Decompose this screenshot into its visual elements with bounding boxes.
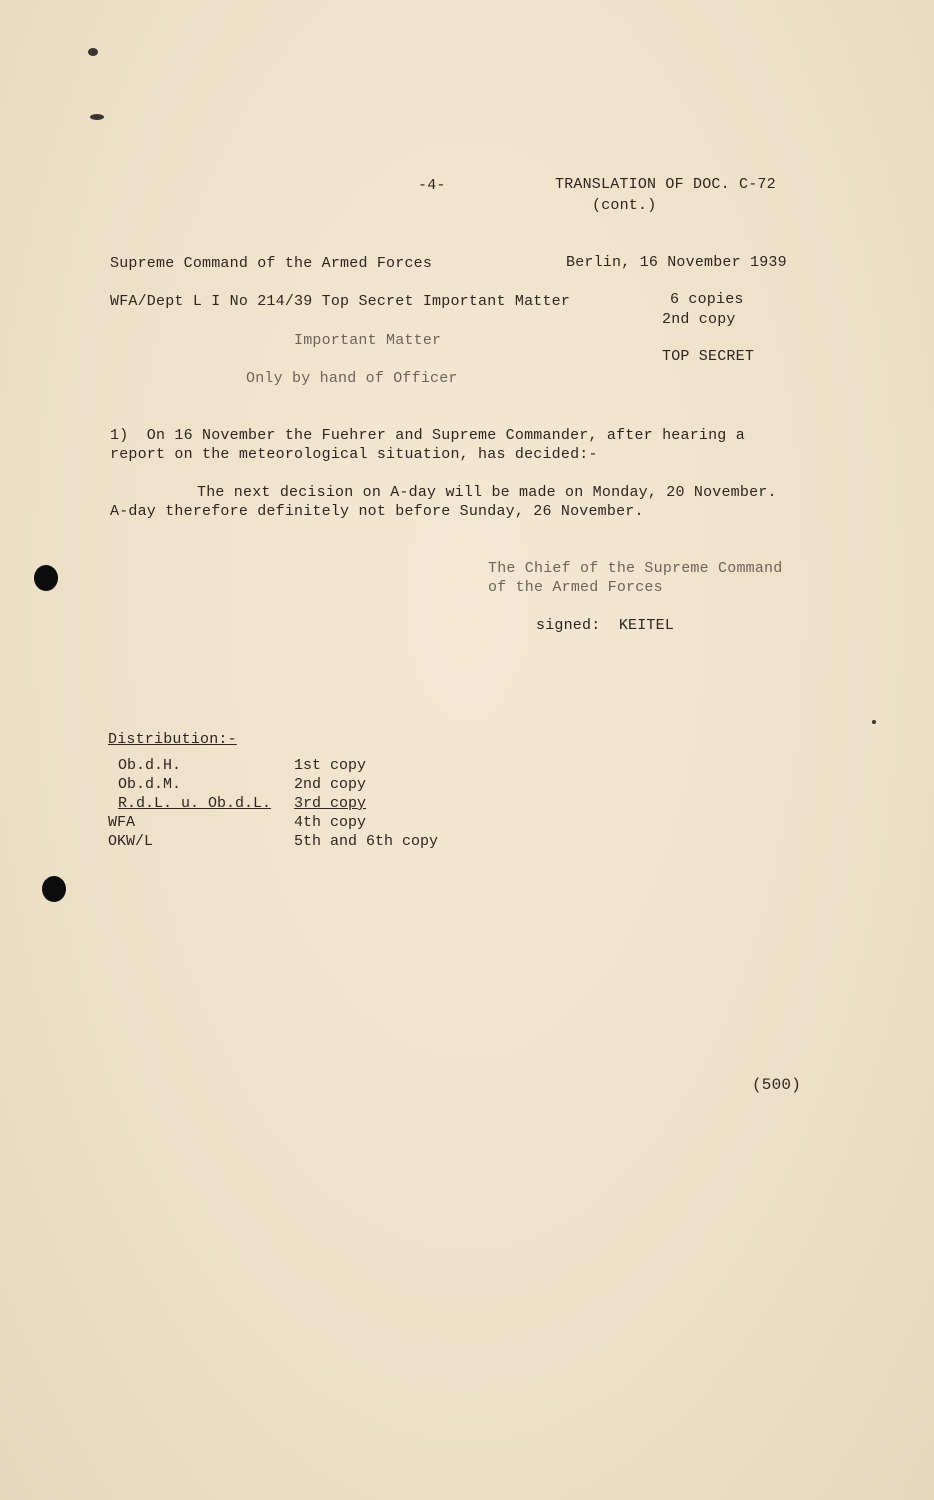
reference: WFA/Dept L I No 214/39 Top Secret Important Matter	[110, 293, 571, 310]
ink-speck	[88, 48, 98, 56]
distribution-recipient: Ob.d.M.	[118, 776, 182, 793]
distribution-recipient: WFA	[108, 814, 136, 831]
ink-speck	[90, 114, 104, 120]
page-code: (500)	[752, 1076, 802, 1094]
sender: Supreme Command of the Armed Forces	[110, 255, 433, 272]
punch-hole-top	[34, 565, 58, 591]
distribution-recipient: Ob.d.H.	[118, 757, 182, 774]
paragraph-2-line-1: The next decision on A-day will be made on Monday, 20 November.	[197, 484, 777, 501]
paragraph-1-line-2: report on the meteorological situation, has decided:-	[110, 446, 598, 463]
signature-line-2: of the Armed Forces	[488, 579, 663, 596]
handling-note: Only by hand of Officer	[246, 370, 458, 387]
signature-line-1: The Chief of the Supreme Command	[488, 560, 783, 577]
copies-count: 6 copies	[670, 291, 744, 308]
translation-cont: (cont.)	[592, 197, 657, 214]
place-date: Berlin, 16 November 1939	[566, 254, 787, 271]
ink-speck	[872, 720, 876, 724]
signed-keitel: signed: KEITEL	[536, 617, 675, 634]
distribution-copy: 4th copy	[294, 814, 367, 831]
distribution-heading: Distribution:-	[108, 731, 237, 748]
classification: TOP SECRET	[662, 348, 755, 365]
paragraph-2-line-2: A-day therefore definitely not before Sunday, 26 November.	[110, 503, 644, 520]
punch-hole-bottom	[42, 876, 66, 902]
distribution-copy: 3rd copy	[294, 795, 367, 812]
distribution-copy: 5th and 6th copy	[294, 833, 439, 850]
distribution-copy: 1st copy	[294, 757, 367, 774]
copy-number: 2nd copy	[662, 311, 736, 328]
page-number: -4-	[418, 177, 446, 194]
distribution-recipient: R.d.L. u. Ob.d.L.	[118, 795, 272, 812]
distribution-recipient: OKW/L	[108, 833, 154, 850]
paragraph-1-line-1: 1) On 16 November the Fuehrer and Supreme Commander, after hearing a	[110, 427, 745, 444]
distribution-copy: 2nd copy	[294, 776, 367, 793]
translation-title: TRANSLATION OF DOC. C-72	[555, 176, 776, 193]
important-matter: Important Matter	[294, 332, 442, 349]
